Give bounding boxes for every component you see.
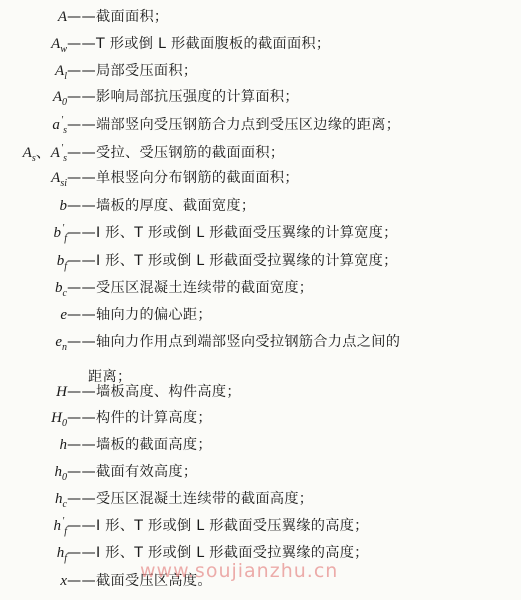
symbol: b xyxy=(59,198,67,214)
symbol-prime: ′ xyxy=(60,143,64,154)
symbol: $h_c$ xyxy=(55,491,67,510)
definition-row xyxy=(0,167,521,191)
definition-text: ——端部竖向受压钢筋合力点到受压区边缘的距离； xyxy=(67,117,401,133)
symbol-subscript: s xyxy=(63,153,67,164)
symbol-subscript: l xyxy=(64,71,67,82)
symbol-subscript: n xyxy=(62,342,67,353)
definition-row xyxy=(0,60,521,84)
definition-row xyxy=(0,304,521,328)
definition-text: ——T 形或倒 L 形截面腹板的截面面积； xyxy=(67,36,331,52)
symbol-subscript: 0 xyxy=(62,97,67,108)
symbol: $A_s$、$A'_s$ xyxy=(22,143,67,164)
symbol: $h_f$ xyxy=(56,545,67,564)
symbol-prime: ′ xyxy=(62,223,65,234)
definition-row xyxy=(0,277,521,301)
symbol: $A_l$ xyxy=(55,63,67,82)
definition-row xyxy=(0,195,521,219)
symbol: H xyxy=(56,384,67,400)
definition-row xyxy=(0,86,521,110)
definition-text: ——墙板的厚度、截面宽度； xyxy=(67,198,256,214)
definition-continuation: 距离； xyxy=(88,369,132,385)
definition-text: ——轴向力作用点到端部竖向受拉钢筋合力点之间的 xyxy=(67,334,401,350)
symbol-subscript: f xyxy=(64,233,67,244)
definition-text: ——I 形、T 形或倒 L 形截面受压翼缘的高度； xyxy=(67,518,369,534)
symbol: x xyxy=(60,573,67,589)
definition-row xyxy=(0,515,521,539)
definition-row xyxy=(0,222,521,246)
definition-row xyxy=(0,488,521,512)
symbol: $e_n$ xyxy=(55,334,67,353)
symbol-subscript: f xyxy=(64,553,67,564)
definition-text: ——I 形、T 形或倒 L 形截面受压翼缘的计算宽度； xyxy=(67,225,398,241)
definition-text: ——构件的计算高度； xyxy=(67,410,212,426)
symbol: $H_0$ xyxy=(51,410,67,429)
symbol: A xyxy=(57,9,67,25)
symbol: $a'_s$ xyxy=(52,115,67,136)
definition-text: ——截面有效高度； xyxy=(67,464,198,480)
definition-text: ——墙板高度、构件高度； xyxy=(67,384,241,400)
definition-text: ——截面面积； xyxy=(67,9,169,25)
symbol: h xyxy=(59,437,67,453)
definition-text: ——I 形、T 形或倒 L 形截面受拉翼缘的高度； xyxy=(67,545,369,561)
symbol-subscript: s xyxy=(31,153,36,164)
symbol-prime: ′ xyxy=(60,115,64,126)
definition-row xyxy=(0,33,521,57)
definition-row xyxy=(0,407,521,431)
watermark: www.soujianzhu.cn xyxy=(140,560,339,582)
definition-text: ——墙板的截面高度； xyxy=(67,437,212,453)
definition-row xyxy=(0,381,521,405)
definition-row xyxy=(0,461,521,485)
definition-text: ——局部受压面积； xyxy=(67,63,198,79)
symbol-subscript: c xyxy=(62,288,67,299)
symbol-subscript: si xyxy=(60,178,67,189)
definition-row xyxy=(0,141,521,165)
symbol-subscript: s xyxy=(63,125,67,136)
definition-text: ——轴向力的偏心距； xyxy=(67,307,212,323)
symbol: $b_f$ xyxy=(56,253,67,272)
definition-row xyxy=(0,6,521,30)
symbol-subscript: w xyxy=(60,44,67,55)
symbol: $b_c$ xyxy=(55,280,67,299)
symbol-subscript: f xyxy=(64,261,67,272)
symbol-subscript: c xyxy=(62,499,67,510)
symbol: $h_0$ xyxy=(54,464,67,483)
definition-text: ——受压区混凝土连续带的截面高度； xyxy=(67,491,314,507)
symbol-prime: ′ xyxy=(62,516,65,527)
symbol: $h'_f$ xyxy=(53,516,67,537)
definition-text: ——单根竖向分布钢筋的截面面积； xyxy=(67,170,299,186)
definition-row xyxy=(0,114,521,138)
symbol: $A_w$ xyxy=(51,36,67,55)
definition-text: ——截面受压区高度。 xyxy=(67,573,212,589)
definition-text: ——影响局部抗压强度的计算面积； xyxy=(67,89,299,105)
symbol-subscript: 0 xyxy=(62,418,67,429)
symbol: e xyxy=(60,307,67,323)
definition-row xyxy=(0,250,521,274)
definition-text: ——受压区混凝土连续带的截面宽度； xyxy=(67,280,314,296)
symbol-subscript: f xyxy=(64,526,67,537)
symbol: $b'_f$ xyxy=(53,223,67,244)
symbol: $A_0$ xyxy=(52,89,67,108)
definition-text: ——受拉、受压钢筋的截面面积； xyxy=(67,145,285,161)
definition-row xyxy=(0,331,521,355)
symbol: $A_{si}$ xyxy=(51,170,67,189)
definition-text: ——I 形、T 形或倒 L 形截面受拉翼缘的计算宽度； xyxy=(67,253,398,269)
definition-row xyxy=(0,434,521,458)
symbol-subscript: 0 xyxy=(62,472,67,483)
